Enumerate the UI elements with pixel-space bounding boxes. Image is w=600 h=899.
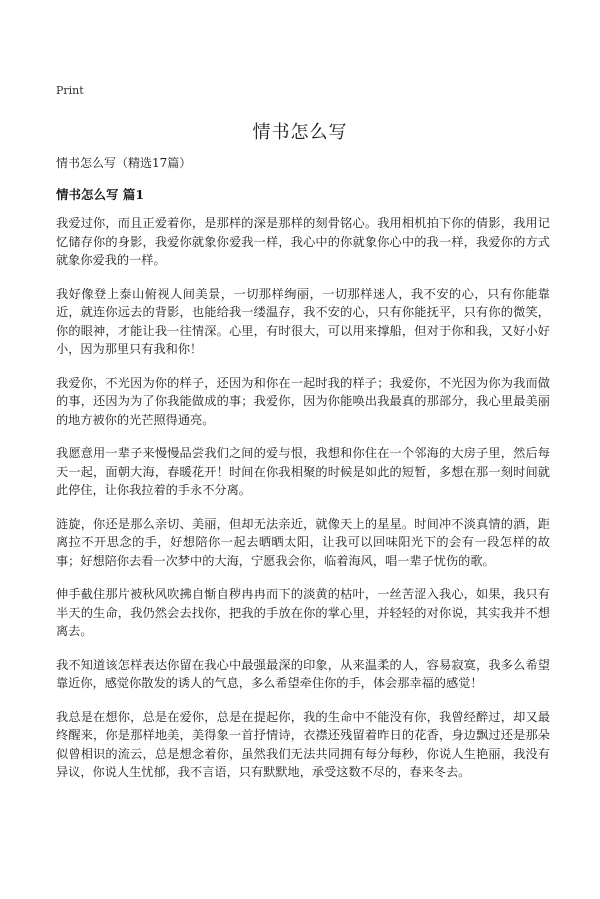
paragraph-1: 我爱过你，而且正爱着你，是那样的深是那样的刻骨铭心。我用相机拍下你的倩影，我用记忆储存你的身影，我爱你就象你爱我一样，我心中的你就象你心中的我一样，我爱你的方式就象你爱我的一样。 (56, 216, 550, 267)
paragraph-2: 我好像登上泰山俯视人间美景，一切那样绚丽，一切那样迷人，我不安的心，只有你能靠近，就连你远去的背影，也能给我一缕温存，我不安的心，只有你能抚平，只有你的微笑，你的眼神，才能让我一往情深。心里，有时很大，可以用来撑船，但对于你和我，又好小好小，因为那里只有我和你！ (56, 286, 550, 356)
paragraph-3: 我爱你，不光因为你的样子，还因为和你在一起时我的样子；我爱你，不光因为你为我而做的事，还因为为了你我能做成的事；我爱你，因为你能唤出我最真的那部分，我心里最美丽的地方被你的光芒照得通亮。 (56, 375, 550, 427)
paragraph-7: 我不知道该怎样表达你留在我心中最强最深的印象，从来温柔的人，容易寂寞，我多么希望靠近你，感觉你散发的诱人的气息，多么希望牵住你的手，体会那幸福的感觉！ (56, 657, 550, 690)
section-heading: 情书怎么写 篇1 (56, 187, 145, 202)
paragraph-5: 涟旋，你还是那么亲切、美丽，但却无法亲近，就像天上的星星。时间冲不淡真情的酒，距离拉不开思念的手，好想陪你一起去晒晒太阳，让我可以回味阳光下的会有一段怎样的故事；好想陪你去看一次梦中的大海，宁愿我会你，临着海风，唱一辈子忧伤的歌。 (56, 516, 550, 568)
paragraph-6: 伸手截住那片被秋风吹拂自惭自秽冉冉而下的淡黄的枯叶，一丝苦涩入我心，如果，我只有半天的生命，我仍然会去找你，把我的手放在你的掌心里，并轻轻的对你说，其实我并不想离去。 (56, 587, 550, 638)
paragraph-4: 我愿意用一辈子来慢慢品尝我们之间的爱与恨，我想和你住在一个邻海的大房子里，然后每天一起，面朝大海，春暖花开！时间在你我相聚的时候是如此的短暂，多想在那一刻时间就此停住，让你我拉着的手永不分离。 (56, 446, 550, 497)
print-label[interactable]: Print (56, 84, 84, 97)
paragraph-8: 我总是在想你，总是在爱你，总是在提起你，我的生命中不能没有你，我曾经醉过，却又最终醒来，你是那样地美，美得象一首抒情诗，衣襟还残留着昨日的花香，身边飘过还是那朵似曾相识的流云，总是想念着你，虽然我们无法共同拥有每分每秒，你说人生艳丽，我没有异议，你说人生忧郁，我不言语，只有默默地，承受这数不尽的，春来冬去。 (56, 709, 550, 779)
article-body (56, 214, 550, 797)
page-title: 情书怎么写 (252, 122, 348, 143)
document-subtitle: 情书怎么写（精选17篇） (56, 156, 192, 170)
